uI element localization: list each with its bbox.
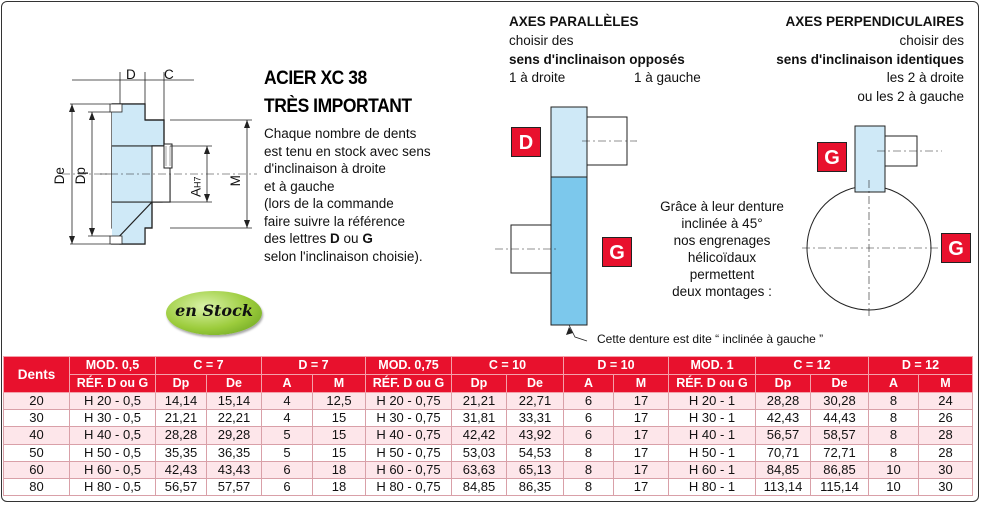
table-cell: 10 <box>869 478 919 495</box>
table-cell: 42,43 <box>156 461 207 478</box>
table-cell: H 30 - 0,5 <box>70 410 156 427</box>
note-line: d'inclinaison à droite <box>264 161 386 176</box>
center-note-line: Grâce à leur denture <box>660 199 784 214</box>
note-line: (lors de la commande <box>264 196 394 211</box>
table-cell: 40 <box>4 427 70 444</box>
perpendicular-title: AXES PERPENDICULAIRES <box>785 14 964 29</box>
table-cell: 14,14 <box>156 393 207 410</box>
badge-d: D <box>511 127 541 157</box>
group-c-3: C = 12 <box>756 357 869 375</box>
material-notes <box>264 125 431 265</box>
table-cell: H 60 - 0,75 <box>366 461 452 478</box>
col-m: M <box>919 375 973 393</box>
table-cell: 24 <box>919 393 973 410</box>
badge-g-parallel: G <box>602 237 632 267</box>
dim-label-c: C <box>164 67 174 82</box>
table-cell: 15,14 <box>207 393 262 410</box>
table-cell: 42,43 <box>756 410 811 427</box>
table-cell: H 80 - 1 <box>669 478 756 495</box>
center-note-line: deux montages : <box>672 284 772 299</box>
table-cell: 53,03 <box>452 444 507 461</box>
col-dents: Dents <box>4 357 70 393</box>
table-cell: 30 <box>919 461 973 478</box>
in-stock-badge: en Stock <box>166 291 262 335</box>
table-cell: 4 <box>262 410 313 427</box>
parallel-left-label: 1 à gauche <box>634 70 701 85</box>
note-line: est tenu en stock avec sens <box>264 143 431 159</box>
table-cell: 84,85 <box>452 478 507 495</box>
table-header-row-1 <box>4 357 973 375</box>
table-cell: 113,14 <box>756 478 811 495</box>
table-cell: 8 <box>869 393 919 410</box>
table-cell: 56,57 <box>156 478 207 495</box>
table-header-row-2 <box>4 375 973 393</box>
table-cell: 30 <box>4 410 70 427</box>
table-row <box>4 461 973 478</box>
table-cell: 31,81 <box>452 410 507 427</box>
col-m: M <box>313 375 366 393</box>
table-cell: H 60 - 0,5 <box>70 461 156 478</box>
catalog-panel <box>1 1 979 502</box>
table-cell: 17 <box>614 478 669 495</box>
table-cell: 15 <box>313 444 366 461</box>
table-cell: 30 <box>919 478 973 495</box>
material-title: ACIER XC 38 <box>264 68 367 89</box>
group-mod-2: MOD. 0,75 <box>366 357 452 375</box>
table-cell: 17 <box>614 461 669 478</box>
table-cell: 5 <box>262 427 313 444</box>
table-cell: 65,13 <box>507 461 564 478</box>
table-cell: H 60 - 1 <box>669 461 756 478</box>
col-dp: Dp <box>756 375 811 393</box>
table-cell: H 40 - 1 <box>669 427 756 444</box>
col-dp: Dp <box>452 375 507 393</box>
table-cell: 35,35 <box>156 444 207 461</box>
table-cell: 17 <box>614 410 669 427</box>
table-cell: 115,14 <box>811 478 869 495</box>
group-c-1: C = 7 <box>156 357 262 375</box>
perpendicular-line1: choisir des <box>899 33 964 48</box>
table-cell: H 20 - 0,5 <box>70 393 156 410</box>
dim-label-a: AH7 <box>188 176 204 198</box>
col-de: De <box>207 375 262 393</box>
table-cell: 54,53 <box>507 444 564 461</box>
center-note-line: hélicoïdaux <box>687 250 757 265</box>
table-cell: 17 <box>614 393 669 410</box>
table-cell: 86,35 <box>507 478 564 495</box>
table-cell: 21,21 <box>156 410 207 427</box>
col-de: De <box>811 375 869 393</box>
table-cell: 58,57 <box>811 427 869 444</box>
table-cell: 22,21 <box>207 410 262 427</box>
table-cell: 86,85 <box>811 461 869 478</box>
col-a: A <box>564 375 614 393</box>
table-cell: 63,63 <box>452 461 507 478</box>
parallel-line1: choisir des <box>509 33 574 48</box>
dim-label-m: M <box>227 175 243 187</box>
table-row <box>4 478 973 495</box>
table-cell: 70,71 <box>756 444 811 461</box>
perpendicular-line3: les 2 à droite <box>886 70 964 85</box>
table-row <box>4 444 973 461</box>
dim-label-dp: Dp <box>72 167 88 185</box>
table-cell: 10 <box>869 461 919 478</box>
table-cell: 15 <box>313 427 366 444</box>
col-dp: Dp <box>156 375 207 393</box>
table-cell: 12,5 <box>313 393 366 410</box>
table-body <box>4 393 973 496</box>
table-row <box>4 393 973 410</box>
col-a: A <box>262 375 313 393</box>
parallel-line2: sens d'inclinaison opposés <box>509 52 685 67</box>
table-cell: 29,28 <box>207 427 262 444</box>
badge-g-perp-top: G <box>817 142 847 172</box>
table-cell: 17 <box>614 444 669 461</box>
table-cell: 8 <box>869 444 919 461</box>
spec-table <box>3 356 973 496</box>
table-cell: H 30 - 1 <box>669 410 756 427</box>
table-cell: 30,28 <box>811 393 869 410</box>
table-cell: 80 <box>4 478 70 495</box>
table-cell: H 40 - 0,5 <box>70 427 156 444</box>
table-cell: 6 <box>564 410 614 427</box>
table-row <box>4 427 973 444</box>
table-cell: 6 <box>564 427 614 444</box>
note-line-letters: des lettres D ou G <box>264 231 373 246</box>
table-cell: 50 <box>4 444 70 461</box>
note-line: et à gauche <box>264 178 335 194</box>
table-cell: 8 <box>869 427 919 444</box>
group-c-2: C = 10 <box>452 357 564 375</box>
col-ref: RÉF. D ou G <box>669 375 756 393</box>
center-note-line: inclinée à 45° <box>681 216 763 231</box>
table-cell: H 20 - 0,75 <box>366 393 452 410</box>
table-cell: H 80 - 0,5 <box>70 478 156 495</box>
table-cell: 8 <box>564 461 614 478</box>
group-mod-3: MOD. 1 <box>669 357 756 375</box>
col-ref: RÉF. D ou G <box>366 375 452 393</box>
table-row <box>4 410 973 427</box>
gear-lower <box>551 177 587 325</box>
table-cell: 6 <box>262 478 313 495</box>
table-cell: H 40 - 0,75 <box>366 427 452 444</box>
table-cell: 72,71 <box>811 444 869 461</box>
center-note-line: permettent <box>689 267 755 282</box>
gear-pinion <box>855 126 885 192</box>
table-cell: 28 <box>919 427 973 444</box>
table-cell: 8 <box>564 444 614 461</box>
table-cell: H 80 - 0,75 <box>366 478 452 495</box>
perpendicular-line2: sens d'inclinaison identiques <box>776 52 964 67</box>
table-cell: 43,92 <box>507 427 564 444</box>
table-cell: 18 <box>313 478 366 495</box>
group-mod-1: MOD. 0,5 <box>70 357 156 375</box>
col-ref: RÉF. D ou G <box>70 375 156 393</box>
col-a: A <box>869 375 919 393</box>
table-cell: 33,31 <box>507 410 564 427</box>
col-m: M <box>614 375 669 393</box>
parallel-caption: Cette denture est dite “ inclinée à gauche ” <box>597 332 824 346</box>
table-cell: 6 <box>262 461 313 478</box>
table-cell: 44,43 <box>811 410 869 427</box>
group-d-3: D = 12 <box>869 357 973 375</box>
table-cell: H 30 - 0,75 <box>366 410 452 427</box>
note-line: faire suivre la référence <box>264 213 406 229</box>
perpendicular-line4: ou les 2 à gauche <box>857 89 964 104</box>
center-note-line: nos engrenages <box>673 233 771 248</box>
table-cell: 84,85 <box>756 461 811 478</box>
table-cell: 28,28 <box>756 393 811 410</box>
table-cell: 57,57 <box>207 478 262 495</box>
center-note <box>646 198 798 300</box>
note-line: selon l'inclinaison choisie). <box>264 248 423 264</box>
col-de: De <box>507 375 564 393</box>
table-cell: 18 <box>313 461 366 478</box>
group-d-1: D = 7 <box>262 357 366 375</box>
table-cell: H 50 - 0,75 <box>366 444 452 461</box>
parallel-title: AXES PARALLÈLES <box>509 14 639 29</box>
table-cell: 56,57 <box>756 427 811 444</box>
table-cell: 17 <box>614 427 669 444</box>
table-cell: 28 <box>919 444 973 461</box>
dim-label-de: De <box>51 167 67 185</box>
table-cell: 60 <box>4 461 70 478</box>
table-cell: 43,43 <box>207 461 262 478</box>
table-cell: 20 <box>4 393 70 410</box>
table-cell: H 50 - 1 <box>669 444 756 461</box>
table-cell: H 50 - 0,5 <box>70 444 156 461</box>
table-cell: 8 <box>564 478 614 495</box>
dim-label-d: D <box>126 67 136 82</box>
badge-g-perp-right: G <box>941 233 971 263</box>
note-line: Chaque nombre de dents <box>264 126 417 141</box>
table-cell: 42,42 <box>452 427 507 444</box>
table-cell: 4 <box>262 393 313 410</box>
table-cell: 21,21 <box>452 393 507 410</box>
important-title: TRÈS IMPORTANT <box>264 96 412 117</box>
gear-upper <box>551 107 587 177</box>
table-cell: H 20 - 1 <box>669 393 756 410</box>
table-cell: 6 <box>564 393 614 410</box>
table-cell: 28,28 <box>156 427 207 444</box>
table-cell: 8 <box>869 410 919 427</box>
group-d-2: D = 10 <box>564 357 669 375</box>
table-cell: 36,35 <box>207 444 262 461</box>
parallel-right-label: 1 à droite <box>509 70 566 85</box>
table-cell: 5 <box>262 444 313 461</box>
table-cell: 26 <box>919 410 973 427</box>
table-cell: 15 <box>313 410 366 427</box>
table-cell: 22,71 <box>507 393 564 410</box>
